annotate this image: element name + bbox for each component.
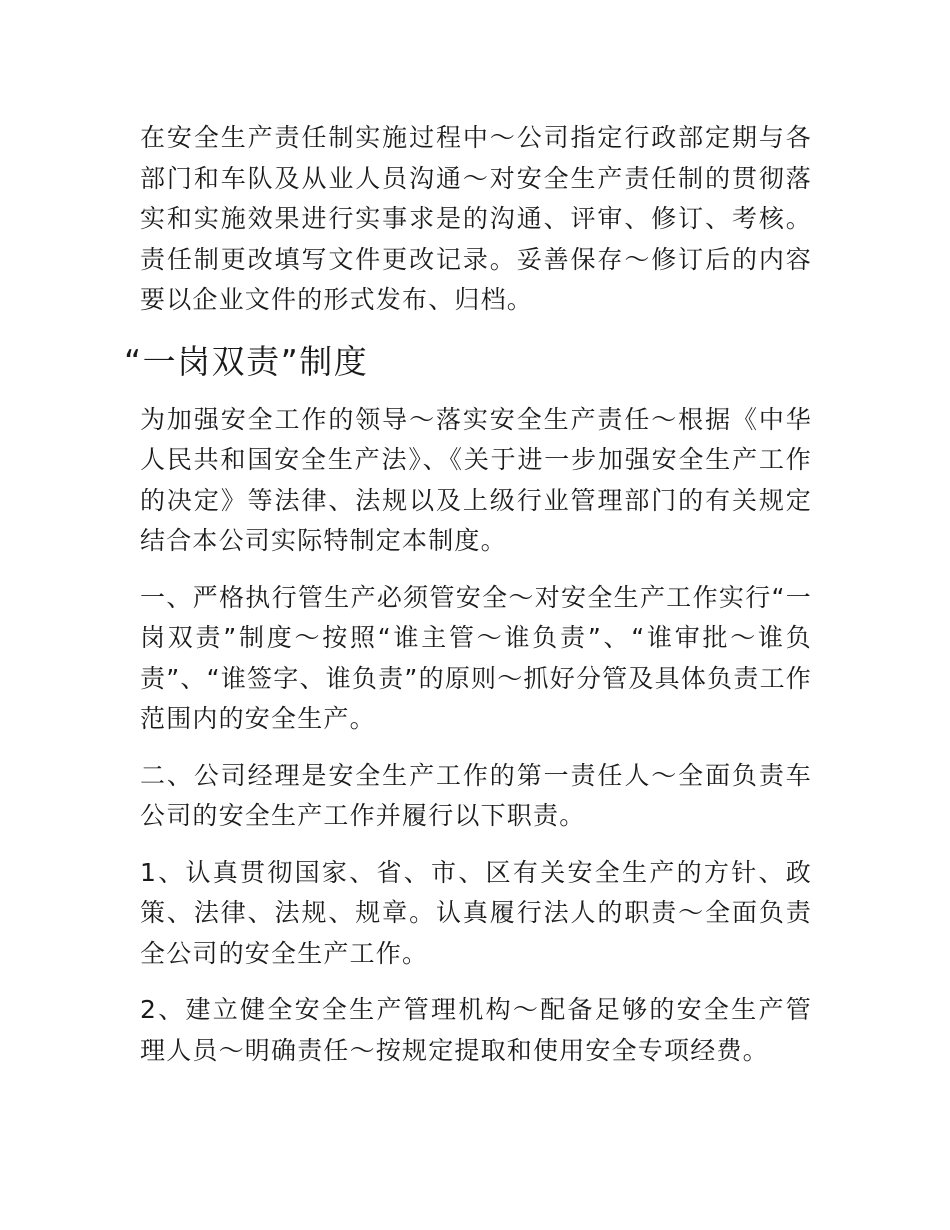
paragraph-article-2: 二、公司经理是安全生产工作的第一责任人～全面负责车公司的安全生产工作并履行以下职责。 <box>140 760 812 830</box>
paragraph-item-2: 2、建立健全安全生产管理机构～配备足够的安全生产管理人员～明确责任～按规定提取和使用安全专项经费。 <box>140 995 812 1065</box>
intro-paragraph: 在安全生产责任制实施过程中～公司指定行政部定期与各部门和车队及从业人员沟通～对安全生产责任制的贯彻落实和实施效果进行实事求是的沟通、评审、修订、考核。责任制更改填写文件更改记录。妥善保存～修订后的内容要以企业文件的形式发布、归档。 <box>140 123 812 314</box>
document-page <box>124 118 812 1071</box>
section-heading: “一岗双责”制度 <box>124 341 369 381</box>
paragraph-article-1: 一、严格执行管生产必须管安全～对安全生产工作实行“一岗双责”制度～按照“谁主管～谁负责”、“谁审批～谁负责”、“谁签字、谁负责”的原则～抓好分管及具体负责工作范围内的安全生产。 <box>140 582 812 733</box>
paragraph-purpose: 为加强安全工作的领导～落实安全生产责任～根据《中华人民共和国安全生产法》、《关于进一步加强安全生产工作的决定》等法律、法规以及上级行业管理部门的有关规定结合本公司实际特制定本制度。 <box>140 404 812 555</box>
paragraph-item-1: 1、认真贯彻国家、省、市、区有关安全生产的方针、政策、法律、法规、规章。认真履行法人的职责～全面负责全公司的安全生产工作。 <box>140 857 812 968</box>
